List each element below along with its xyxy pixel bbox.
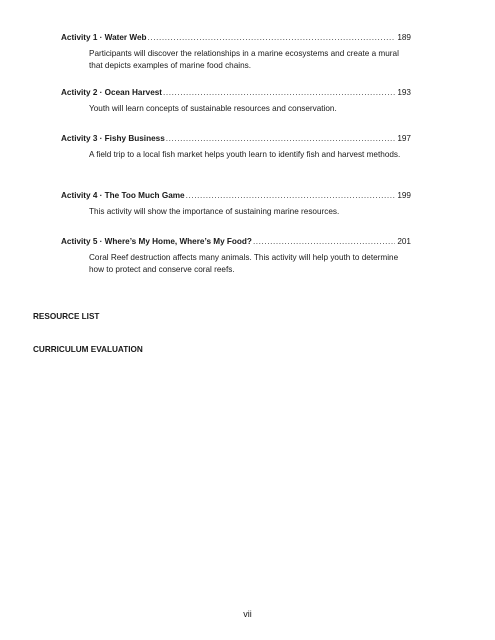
toc-entry-title: Activity 1 · Water Web bbox=[61, 33, 147, 42]
toc-entry-heading bbox=[61, 237, 411, 247]
toc-entry-description: Participants will discover the relationships in a marine ecosystems and create a mural that depicts examples of marine food chains. bbox=[89, 49, 399, 70]
dot-leader bbox=[186, 191, 396, 201]
toc-entry-description: This activity will show the importance of sustaining marine resources. bbox=[89, 207, 340, 216]
toc-entry-page-number: 201 bbox=[397, 237, 411, 246]
toc-entry-page-number: 189 bbox=[397, 33, 411, 42]
toc-entry-title: Activity 2 · Ocean Harvest bbox=[61, 88, 163, 97]
toc-entry-page-number: 197 bbox=[397, 134, 411, 143]
page-number: vii bbox=[243, 609, 252, 619]
toc-entry-activity-5 bbox=[61, 237, 411, 275]
toc-entry-title: Activity 5 · Where’s My Home, Where’s My Food? bbox=[61, 237, 252, 246]
toc-entry-description: Youth will learn concepts of sustainable resources and conservation. bbox=[89, 104, 337, 113]
toc-entry-title: Activity 3 · Fishy Business bbox=[61, 134, 165, 143]
section-curriculum-evaluation: CURRICULUM EVALUATION bbox=[33, 345, 143, 354]
section-resource-list: RESOURCE LIST bbox=[33, 312, 100, 321]
toc-entry-activity-2 bbox=[61, 88, 411, 115]
toc-entry-activity-1 bbox=[61, 33, 411, 71]
toc-entry-heading bbox=[61, 33, 411, 43]
toc-entry-title: Activity 4 · The Too Much Game bbox=[61, 191, 185, 200]
toc-entry-heading bbox=[61, 88, 411, 98]
toc-entry-heading bbox=[61, 191, 411, 201]
toc-entry-activity-4 bbox=[61, 191, 411, 218]
toc-entry-page-number: 193 bbox=[397, 88, 411, 97]
dot-leader bbox=[253, 237, 395, 247]
dot-leader bbox=[163, 88, 395, 98]
toc-entry-description: A field trip to a local fish market helps youth learn to identify fish and harvest methods. bbox=[89, 150, 401, 159]
toc-entry-page-number: 199 bbox=[397, 191, 411, 200]
toc-entry-heading bbox=[61, 134, 411, 144]
dot-leader bbox=[148, 33, 396, 43]
dot-leader bbox=[166, 134, 396, 144]
toc-entry-description: Coral Reef destruction affects many animals. This activity will help youth to determine how to protect and conserve coral reefs. bbox=[89, 253, 399, 274]
toc-entry-activity-3 bbox=[61, 134, 411, 161]
